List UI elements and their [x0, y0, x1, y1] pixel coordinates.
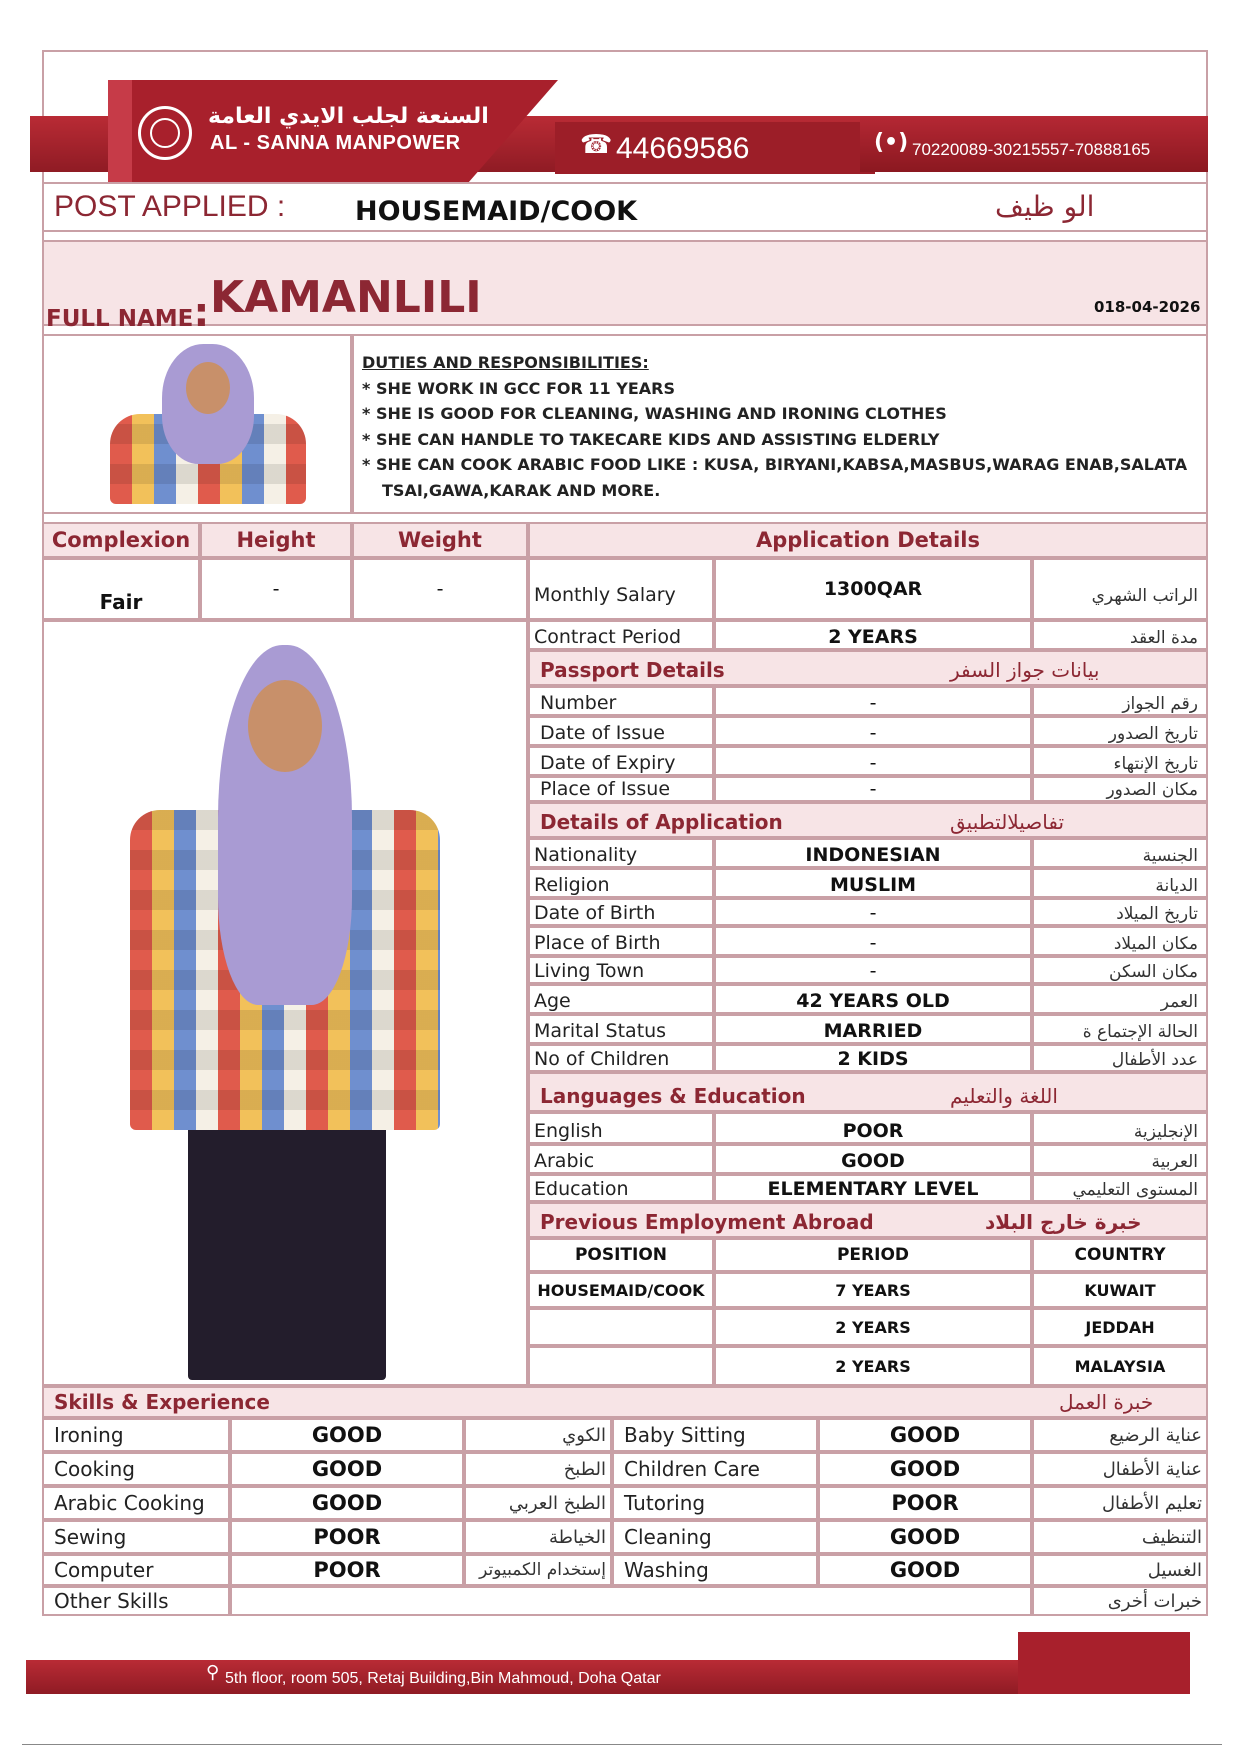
education-label: Education	[528, 1174, 714, 1202]
english-label: English	[528, 1112, 714, 1144]
monthly-salary-value: 1300QAR	[714, 558, 1032, 620]
english-label-arabic: الإنجليزية	[1032, 1112, 1208, 1144]
location-pin-icon: ⚲	[206, 1662, 220, 1683]
skill-value: GOOD	[230, 1418, 464, 1452]
duty-line: * SHE CAN COOK ARABIC FOOD LIKE : KUSA, BIRYANI,KABSA,MASBUS,WARAG ENAB,SALATA	[362, 455, 1188, 474]
skill-label-arabic: تعليم الأطفال	[1032, 1486, 1208, 1520]
date-of-issue-label: Date of Issue	[528, 716, 714, 746]
date-of-issue-value: -	[714, 716, 1032, 746]
employment-country: KUWAIT	[1032, 1272, 1208, 1308]
telephone-icon: ☎	[580, 130, 613, 160]
height-value: -	[200, 558, 352, 620]
previous-employment-title: Previous Employment Abroad	[540, 1210, 874, 1234]
applicant-photo-small	[108, 344, 308, 508]
phone-number: 44669586	[616, 132, 750, 165]
skill-label: Computer	[42, 1554, 230, 1586]
employment-position-header: POSITION	[528, 1238, 714, 1272]
employment-period: 7 YEARS	[714, 1272, 1032, 1308]
english-value: POOR	[714, 1112, 1032, 1144]
skill-label-arabic: الكوي	[464, 1418, 612, 1452]
post-applied-value: HOUSEMAID/COOK	[355, 196, 638, 227]
mobile-numbers: 70220089-30215557-70888165	[912, 140, 1151, 159]
weight-header: Weight	[352, 522, 528, 558]
duty-line: * SHE WORK IN GCC FOR 11 YEARS	[362, 378, 675, 398]
company-name-arabic: السنعة لجلب الايدي العامة	[208, 104, 489, 129]
globe-logo-icon	[138, 106, 192, 160]
employment-position: HOUSEMAID/COOK	[528, 1272, 714, 1308]
height-header: Height	[200, 522, 352, 558]
passport-number-value: -	[714, 686, 1032, 716]
header-banner-strip	[108, 80, 132, 183]
passport-details-title: Passport Details	[540, 658, 725, 682]
monthly-salary-label-arabic: الراتب الشهري	[1032, 558, 1208, 620]
skill-label-arabic: عناية الأطفال	[1032, 1452, 1208, 1486]
skill-label: Cooking	[42, 1452, 230, 1486]
details-of-application-title: Details of Application	[540, 810, 783, 834]
application-details-header: Application Details	[528, 522, 1208, 558]
place-of-issue-value: -	[714, 776, 1032, 802]
employment-period: 2 YEARS	[714, 1308, 1032, 1346]
other-skills-value	[230, 1586, 1032, 1616]
no-of-children-label-arabic: عدد الأطفال	[1032, 1044, 1208, 1072]
passport-number-label-arabic: رقم الجواز	[1032, 686, 1208, 716]
nationality-value: INDONESIAN	[714, 838, 1032, 868]
employment-period: 2 YEARS	[714, 1346, 1032, 1386]
date-of-expiry-value: -	[714, 746, 1032, 776]
employment-position	[528, 1308, 714, 1346]
monthly-salary-label: Monthly Salary	[528, 558, 714, 620]
skill-label: Ironing	[42, 1418, 230, 1452]
skill-value: GOOD	[818, 1554, 1032, 1586]
skills-experience-header	[42, 1386, 1208, 1418]
date-of-birth-label-arabic: تاريخ الميلاد	[1032, 898, 1208, 926]
skill-label: Washing	[612, 1554, 818, 1586]
duty-line: * SHE CAN HANDLE TO TAKECARE KIDS AND ASSISTING ELDERLY	[362, 429, 940, 449]
skill-label-arabic: الغسيل	[1032, 1554, 1208, 1586]
place-of-birth-label: Place of Birth	[528, 926, 714, 956]
no-of-children-label: No of Children	[528, 1044, 714, 1072]
skill-label-arabic: إستخدام الكمبيوتر	[464, 1554, 612, 1586]
previous-employment-title-arabic: خبرة خارج البلاد	[985, 1210, 1142, 1234]
arabic-value: GOOD	[714, 1144, 1032, 1174]
date-of-expiry-label: Date of Expiry	[528, 746, 714, 776]
skill-label: Arabic Cooking	[42, 1486, 230, 1520]
date-of-birth-value: -	[714, 898, 1032, 926]
contract-period-label-arabic: مدة العقد	[1032, 620, 1208, 650]
contract-period-value: 2 YEARS	[714, 620, 1032, 650]
employment-position	[528, 1346, 714, 1386]
post-applied-label-arabic: الو ظيف	[995, 190, 1095, 223]
other-skills-label-arabic: خبرات أخرى	[1032, 1586, 1208, 1616]
skill-value: GOOD	[230, 1452, 464, 1486]
date-of-birth-label: Date of Birth	[528, 898, 714, 926]
place-of-issue-label-arabic: مكان الصدور	[1032, 776, 1208, 802]
duty-line: * SHE IS GOOD FOR CLEANING, WASHING AND IRONING CLOTHES	[362, 404, 947, 423]
duty-line: TSAI,GAWA,KARAK AND MORE.	[382, 480, 661, 500]
skill-label-arabic: عناية الرضيع	[1032, 1418, 1208, 1452]
education-label-arabic: المستوى التعليمي	[1032, 1174, 1208, 1202]
date-of-expiry-label-arabic: تاريخ الإنتهاء	[1032, 746, 1208, 776]
skill-label: Children Care	[612, 1452, 818, 1486]
employment-country: MALAYSIA	[1032, 1346, 1208, 1386]
contract-period-label: Contract Period	[528, 620, 714, 650]
duties-title: DUTIES AND RESPONSIBILITIES:	[362, 353, 649, 372]
age-label-arabic: العمر	[1032, 984, 1208, 1014]
duties-list	[362, 350, 1202, 503]
skill-value: GOOD	[818, 1452, 1032, 1486]
arabic-label-arabic: العربية	[1032, 1144, 1208, 1174]
mobile-icon: (•)	[874, 130, 909, 155]
skill-value: GOOD	[818, 1520, 1032, 1554]
weight-value: -	[352, 558, 528, 620]
employment-country-header: COUNTRY	[1032, 1238, 1208, 1272]
previous-employment-header	[528, 1202, 1208, 1238]
living-town-label-arabic: مكان السكن	[1032, 956, 1208, 984]
place-of-birth-label-arabic: مكان الميلاد	[1032, 926, 1208, 956]
passport-details-title-arabic: بيانات جواز السفر	[950, 658, 1100, 682]
skill-label: Tutoring	[612, 1486, 818, 1520]
education-value: ELEMENTARY LEVEL	[714, 1174, 1032, 1202]
religion-label: Religion	[528, 868, 714, 898]
languages-education-title-arabic: اللغة والتعليم	[950, 1084, 1058, 1108]
arabic-label: Arabic	[528, 1144, 714, 1174]
place-of-issue-label: Place of Issue	[528, 776, 714, 802]
footer-divider	[22, 1744, 1222, 1745]
marital-status-label: Marital Status	[528, 1014, 714, 1044]
skill-label: Cleaning	[612, 1520, 818, 1554]
document-date: 018-04-2026	[1094, 298, 1201, 316]
employment-period-header: PERIOD	[714, 1238, 1032, 1272]
age-value: 42 YEARS OLD	[714, 984, 1032, 1014]
other-skills-label: Other Skills	[42, 1586, 230, 1616]
place-of-birth-value: -	[714, 926, 1032, 956]
complexion-header: Complexion	[42, 522, 200, 558]
skill-value: POOR	[230, 1520, 464, 1554]
full-name-label: FULL NAME:	[46, 290, 210, 336]
full-name-value: KAMANLILI	[210, 272, 482, 323]
post-applied-label: POST APPLIED :	[54, 190, 286, 223]
details-of-application-title-arabic: تفاصيلالتطبيق	[950, 810, 1065, 834]
skill-value: GOOD	[230, 1486, 464, 1520]
nationality-label: Nationality	[528, 838, 714, 868]
skill-label: Baby Sitting	[612, 1418, 818, 1452]
languages-education-title: Languages & Education	[540, 1084, 806, 1108]
skill-label-arabic: الخياطة	[464, 1520, 612, 1554]
skills-experience-title-arabic: خبرة العمل	[1059, 1390, 1154, 1414]
complexion-value: Fair	[42, 558, 200, 620]
passport-number-label: Number	[528, 686, 714, 716]
marital-status-label-arabic: الحالة الإجتماع ة	[1032, 1014, 1208, 1044]
skill-label-arabic: الطبخ	[464, 1452, 612, 1486]
date-of-issue-label-arabic: تاريخ الصدور	[1032, 716, 1208, 746]
no-of-children-value: 2 KIDS	[714, 1044, 1032, 1072]
languages-education-header	[528, 1072, 1208, 1112]
religion-value: MUSLIM	[714, 868, 1032, 898]
skill-label-arabic: التنظيف	[1032, 1520, 1208, 1554]
skill-label-arabic: الطبخ العربي	[464, 1486, 612, 1520]
marital-status-value: MARRIED	[714, 1014, 1032, 1044]
skill-label: Sewing	[42, 1520, 230, 1554]
passport-details-header	[528, 650, 1208, 686]
details-of-application-header	[528, 802, 1208, 838]
applicant-photo-large	[130, 640, 440, 1380]
employment-country: JEDDAH	[1032, 1308, 1208, 1346]
living-town-label: Living Town	[528, 956, 714, 984]
skill-value: POOR	[818, 1486, 1032, 1520]
living-town-value: -	[714, 956, 1032, 984]
company-name-english: AL - SANNA MANPOWER	[210, 132, 461, 154]
nationality-label-arabic: الجنسية	[1032, 838, 1208, 868]
skills-experience-title: Skills & Experience	[54, 1390, 270, 1414]
skill-value: GOOD	[818, 1418, 1032, 1452]
skill-value: POOR	[230, 1554, 464, 1586]
age-label: Age	[528, 984, 714, 1014]
footer-banner-block	[1018, 1632, 1190, 1694]
footer-address: 5th floor, room 505, Retaj Building,Bin Mahmoud, Doha Qatar	[225, 1670, 661, 1687]
religion-label-arabic: الديانة	[1032, 868, 1208, 898]
